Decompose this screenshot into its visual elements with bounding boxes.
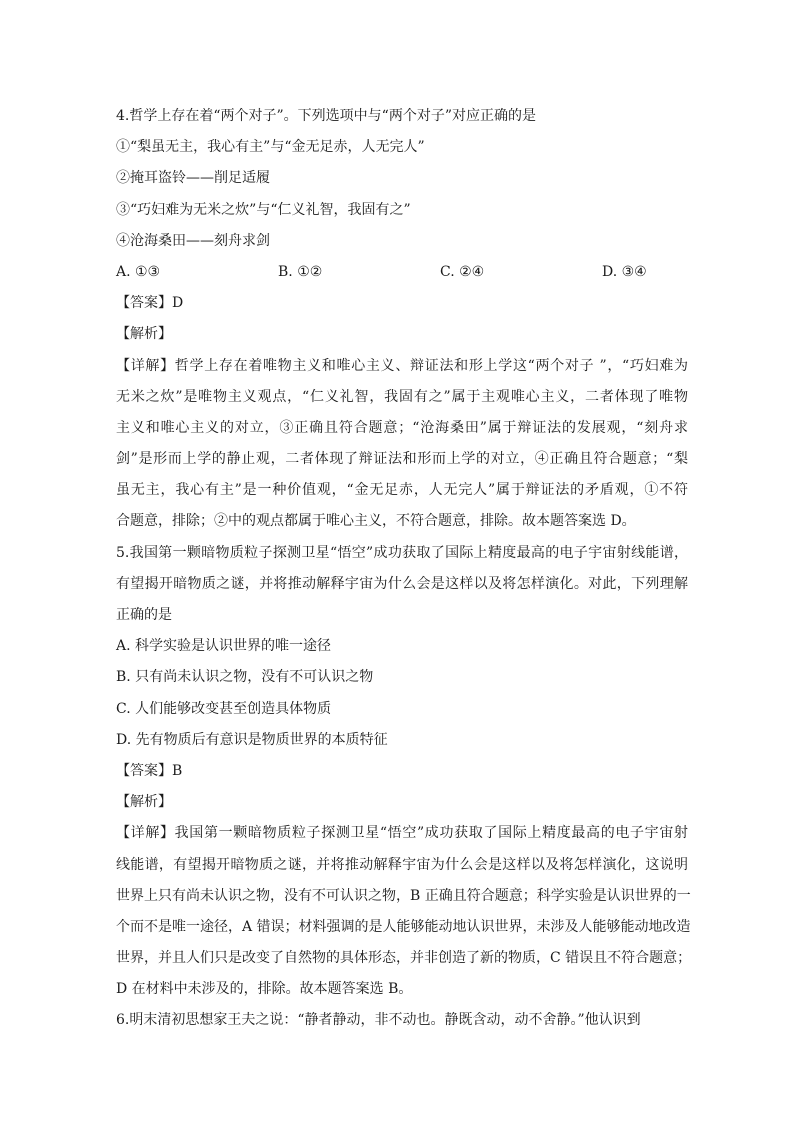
q5-detail-line: 【详解】我国第一颗暗物质粒子探测卫星“悟空”成功获取了国际上精度最高的电子宇宙射: [116, 825, 688, 842]
q4-detail-line: 主义和唯心主义的对立，③正确且符合题意；“沧海桑田”属于辩证法的发展观，“刻舟求: [116, 419, 688, 436]
q6-stem-line: 6.明末清初思想家王夫之说：“静者静动，非不动也。静既含动，动不舍静。”他认识到: [116, 1012, 641, 1029]
q4-option-b: B. ①②: [278, 263, 323, 280]
q4-item-3: ③“巧妇难为无米之炊”与“仁义礼智，我固有之”: [116, 201, 411, 218]
q5-detail-line: 个而不是唯一途径，A 错误；材料强调的是人能够能动地认识世界，未涉及人能够能动地改造: [116, 918, 691, 935]
q5-detail-line: 世界，并且人们只是改变了自然物的具体形态，并非创造了新的物质，C 错误且不符合题意；: [116, 950, 692, 967]
q5-option-c: C. 人们能够改变甚至创造具体物质: [116, 700, 332, 717]
q5-stem-line: 有望揭开暗物质之谜，并将推动解释宇宙为什么会是这样以及将怎样演化。对此，下列理解: [116, 575, 688, 592]
q5-option-a: A. 科学实验是认识世界的唯一途径: [116, 638, 332, 655]
q4-item-4: ④沧海桑田——刻舟求剑: [116, 232, 270, 249]
q5-detail-line: 线能谱，有望揭开暗物质之谜，并将推动解释宇宙为什么会是这样以及将怎样演化，这说明: [116, 856, 688, 873]
q5-stem-line: 正确的是: [116, 607, 172, 623]
q4-option-d: D. ③④: [602, 263, 647, 280]
q4-stem: 4.哲学上存在着“两个对子”。下列选项中与“两个对子”对应正确的是: [116, 108, 536, 124]
q5-answer: 【答案】B: [116, 762, 183, 779]
q4-item-1: ①“梨虽无主，我心有主”与“金无足赤，人无完人”: [116, 139, 425, 156]
q4-detail-line: 无米之炊”是唯物主义观点，“仁义礼智，我固有之”属于主观唯心主义，二者体现了唯物: [116, 388, 688, 405]
q5-detail-line: 世界上只有尚未认识之物，没有不可认识之物，B 正确且符合题意；科学实验是认识世界的一: [116, 887, 691, 904]
q4-detail-line: 【详解】哲学上存在着唯物主义和唯心主义、辩证法和形上学这“两个对子 ”，“巧妇难为: [116, 357, 688, 374]
q5-detail-line: D 在材料中未涉及的，排除。故本题答案选 B。: [116, 981, 413, 998]
q4-option-c: C. ②④: [440, 263, 485, 280]
question-content: [116, 101, 692, 1037]
q4-analysis-label: 【解析】: [116, 326, 172, 343]
q4-item-2: ②掩耳盗铃——削足适履: [116, 170, 270, 187]
q4-answer: 【答案】D: [116, 295, 184, 312]
q4-options: [116, 257, 688, 288]
q4-option-a: A. ①③: [116, 263, 161, 280]
q4-detail-line: 合题意，排除；②中的观点都属于唯心主义，不符合题意，排除。故本题答案选 D。: [116, 513, 636, 530]
q5-analysis-label: 【解析】: [116, 794, 172, 811]
q5-option-b: B. 只有尚未认识之物，没有不可认识之物: [116, 669, 374, 686]
q5-option-d: D. 先有物质后有意识是物质世界的本质特征: [116, 731, 388, 748]
q5-stem-line: 5.我国第一颗暗物质粒子探测卫星“悟空”成功获取了国际上精度最高的电子宇宙射线能谱，: [116, 544, 688, 561]
q4-detail-line: 虽无主，我心有主”是一种价值观，“金无足赤，人无完人”属于辩证法的矛盾观，①不符: [116, 482, 688, 499]
q4-detail-line: 剑”是形而上学的静止观，二者体现了辩证法和形而上学的对立，④正确且符合题意；“梨: [116, 451, 688, 468]
